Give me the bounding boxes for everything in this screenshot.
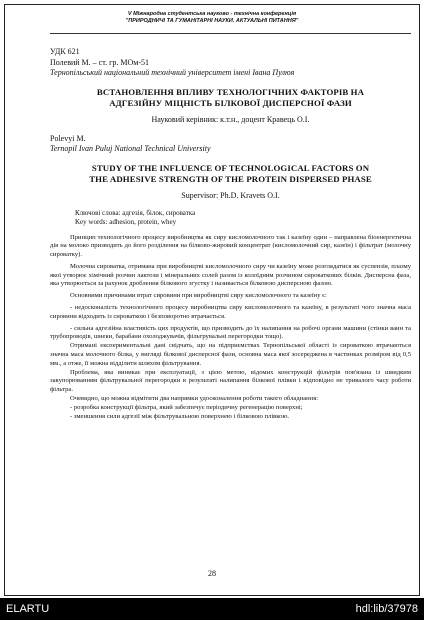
paragraph-8: Очевидно, що можна відмітити два напрямки удосконалення роботи такого обладнання: [70,395,319,403]
title-ua-line-2: АДГЕЗІЙНУ МІЦНІСТЬ БІЛКОВОЇ ДИСПЕРСНОЇ ФАЗИ [109,97,352,108]
paragraph-6: Отримані експериментальні дані свідчать, що на підприємствах Тернопільської області із сироваткою втрачаються значна маса молочного білка, у вигляді білкової дисперсної фази, основна маса якої зосереджена в частинках розміром від 0,5 мм., а отже, її можна відділити шляхом фільтрування. [50,342,411,367]
affiliation-ua: Тернопільський національний технічний університет імені Івана Пулюя [50,68,295,77]
conference-line-2: "ПРИРОДНИЧІ ТА ГУМАНІТАРНІ НАУКИ. АКТУАЛЬНІ ПИТАННЯ" [125,17,299,24]
footer-repository-name[interactable]: ELARTU [6,603,50,615]
footer-handle-link[interactable]: hdl:lib/37978 [355,603,418,615]
paragraph-3: Основними причинами втрат сировини при виробництві сиру кисломолочного та казеїну є: [70,292,327,300]
affiliation-en: Ternopil Ivan Puluj National Technical University [50,144,211,153]
udc-code: УДК 621 [50,47,80,56]
header-rule [50,33,411,34]
author-ua: Полевий М. – ст. гр. МОм-51 [50,57,150,67]
conference-line-1: V Міжнародна студентська науково - технічна конференція [127,11,297,17]
keywords-ua: Ключові слова: адгезія, білок, сироватка [75,208,196,217]
conference-header [5,11,419,24]
paragraph-10: - зменшення сили адгезії між фільтрувальною поверхнею і білковою плівкою. [70,412,290,420]
paragraph-4: - недосконалість технологічного процесу виробництва сиру кисломолочного та казеїну, в результаті чого значна маса сировини відходить із сироваткою і безповоротно втрачається. [50,304,411,320]
title-en-line-2: THE ADHESIVE STRENGTH OF THE PROTEIN DISPERSED PHASE [89,173,372,184]
paragraph-7: Проблема, яка виникає при експлуатації, з цією метою, відомих конструкцій фільтрів пов'язана із швидким закупорюванням фільтрувальної перегородки в результаті налипання білкової плівки і відповідно не тривалого часу роботи фільтра. [50,368,411,394]
repository-footer [0,598,424,620]
keywords [75,209,411,227]
page-number: 28 [208,569,216,578]
author-en: Polevyi M. [50,133,86,143]
supervisor-en: Supervisor: Ph.D. Kravets O.I. [181,190,280,200]
paragraph-9: - розробка конструкції фільтра, який забезпечує періодичну регенерацію поверхні; [70,403,303,411]
body-text [50,234,411,422]
supervisor-ua: Науковий керівник: к.т.н., доцент Кравець О.І. [151,114,310,124]
paper-content [50,47,411,421]
paper-page [4,4,420,596]
keywords-en: Key words: adhesion, protein, whey [75,217,177,226]
paragraph-1: Принцип технологічного процесу виробництва як сиру кисломолочного так і казеїну один – направлена біоенергетична дія на молоко призводить до його розділення на білково-жировий концентрат (кисломолочний сир, казеїн) і фільтрат (молочну сироватку). [50,233,411,259]
paragraph-2: Молочна сироватка, отримана при виробництві кисломолочного сиру чи казеїну може розглядатися як суспензія, плазму якої утворює хімічний розчин лактози і мінеральних солей разом із колоїдним розчином сироваткових білків. Дисперсна фаза, яка утворюється за рахунок дроблення білкового згустку і називається білковою дисперсною фазою. [50,262,411,288]
title-ua-line-1: ВСТАНОВЛЕННЯ ВПЛИВУ ТЕХНОЛОГІЧНИХ ФАКТОРІВ НА [96,86,365,97]
title-ua [50,87,411,109]
title-en [50,163,411,185]
paragraph-5: - сильна адгезійна властивість цих продуктів, що призводить до їх налипання на робочі органи машини (стінки ванн та трубопроводів, шнеки, барабани охолоджувачів, фільтрувальні перегородки тощо). [50,324,411,341]
title-en-line-1: STUDY OF THE INFLUENCE OF TECHNOLOGICAL FACTORS ON [91,162,370,173]
